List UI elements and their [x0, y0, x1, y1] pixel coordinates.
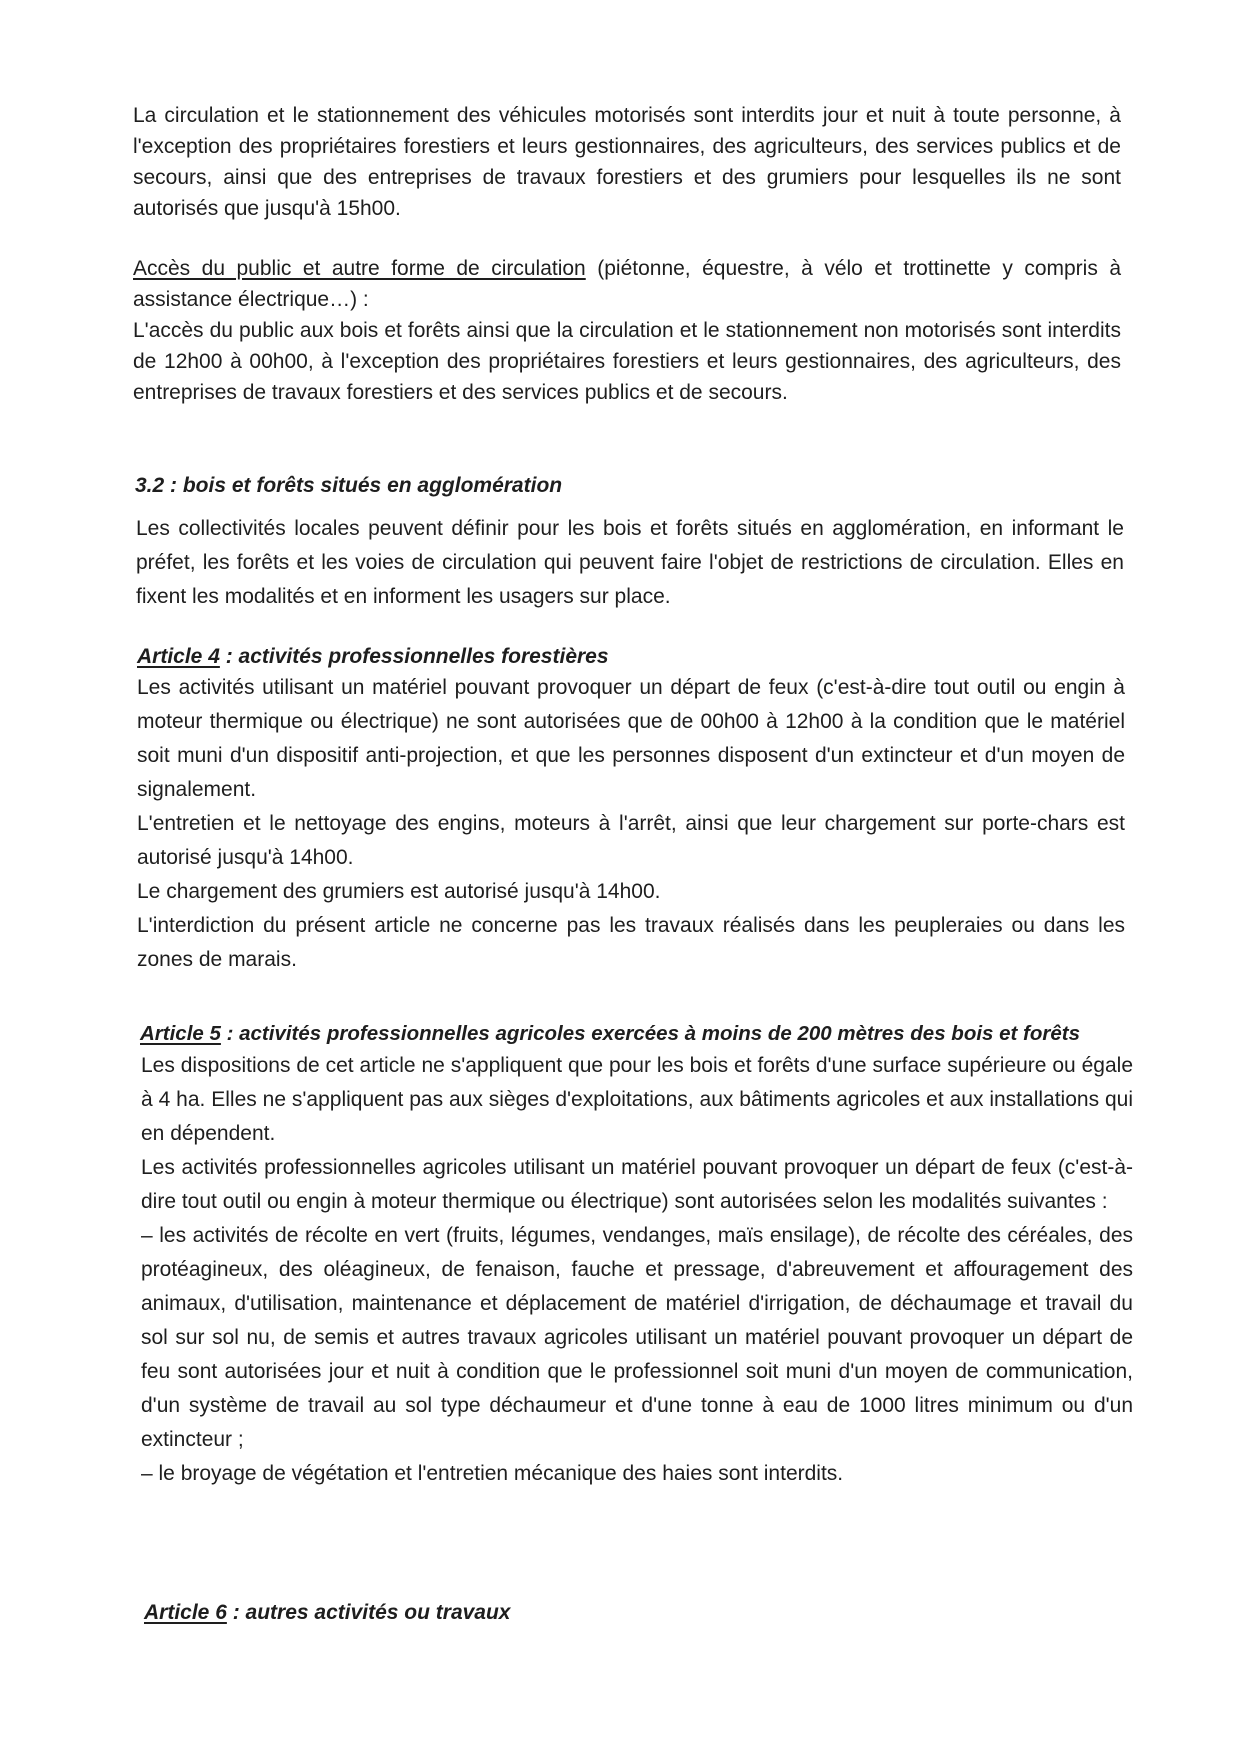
- article-5-label: Article 5: [140, 1022, 221, 1045]
- article-4-title: : activités professionnelles forestières: [219, 645, 609, 668]
- article-5-paragraph: – les activités de récolte en vert (fruits, légumes, vendanges, maïs ensilage), de récolte des céréales, des protéagineux, des oléagineux, de fenaison, fauche et pressage, d'abreuvement et affouragement des animaux, d'utilisation, maintenance et déplacement de matériel d'irrigation, de déchaumage et travail du sol sur sol nu, de semis et autres travaux agricoles utilisant un matériel pouvant provoquer un départ de feu sont autorisées jour et nuit à condition que le professionnel soit muni d'un moyen de communication, d'un système de travail au sol type déchaumeur et d'une tonne à eau de 1000 litres minimum ou d'un extincteur ;: [141, 1224, 1133, 1451]
- intro-paragraph: [133, 100, 1121, 224]
- article-4-body: [137, 671, 1125, 977]
- article-4-paragraph: L'entretien et le nettoyage des engins, moteurs à l'arrêt, ainsi que leur chargement sur porte-chars est autorisé jusqu'à 14h00.: [137, 812, 1125, 869]
- public-access-section: [133, 253, 1121, 408]
- article-6-label: Article 6: [144, 1601, 227, 1624]
- section-3-2-text: Les collectivités locales peuvent définir pour les bois et forêts situés en agglomération, en informant le préfet, les forêts et les voies de circulation qui peuvent faire l'objet de restrictions de circulation. Elles en fixent les modalités et en informent les usagers sur place.: [136, 517, 1124, 608]
- article-5-paragraph: Les dispositions de cet article ne s'appliquent que pour les bois et forêts d'une surface supérieure ou égale à 4 ha. Elles ne s'appliquent pas aux sièges d'exploitations, aux bâtiments agricoles et aux installations qui en dépendent.: [141, 1054, 1133, 1145]
- public-access-label: [133, 253, 1121, 315]
- intro-text: La circulation et le stationnement des véhicules motorisés sont interdits jour et nuit à toute personne, à l'exception des propriétaires forestiers et leurs gestionnaires, des agriculteurs, des services publics et de secours, ainsi que des entreprises de travaux forestiers et des grumiers pour lesquelles ils ne sont autorisés que jusqu'à 15h00.: [133, 104, 1121, 220]
- article-5-heading: [140, 1017, 1080, 1051]
- public-access-underlined-label: Accès du public et autre forme de circulation: [133, 257, 586, 280]
- public-access-body: L'accès du public aux bois et forêts ainsi que la circulation et le stationnement non motorisés sont interdits de 12h00 à 00h00, à l'exception des propriétaires forestiers et leurs gestionnaires, des agriculteurs, des entreprises de travaux forestiers et des services publics et de secours.: [133, 319, 1121, 404]
- article-4-heading: [137, 640, 609, 674]
- article-5-paragraph: – le broyage de végétation et l'entretien mécanique des haies sont interdits.: [141, 1462, 844, 1485]
- article-4-paragraph: L'interdiction du présent article ne concerne pas les travaux réalisés dans les peupleraies ou dans les zones de marais.: [137, 914, 1125, 971]
- article-6-title: : autres activités ou travaux: [226, 1601, 511, 1624]
- article-4-paragraph: Les activités utilisant un matériel pouvant provoquer un départ de feux (c'est-à-dire tout outil ou engin à moteur thermique ou électrique) ne sont autorisées que de 00h00 à 12h00 à la condition que le matériel soit muni d'un dispositif anti-projection, et que les personnes disposent d'un extincteur et d'un moyen de signalement.: [137, 676, 1125, 801]
- article-5-body: [141, 1049, 1133, 1491]
- article-4-label: Article 4: [137, 645, 220, 668]
- public-access-label-suffix: (piétonne, équestre, à vélo et trottinette y compris à assistance électrique…) :: [133, 257, 1121, 311]
- section-3-2-body: [136, 512, 1124, 614]
- article-4-paragraph: Le chargement des grumiers est autorisé jusqu'à 14h00.: [137, 880, 661, 903]
- article-6-heading: [144, 1596, 511, 1630]
- section-3-2-heading: 3.2 : bois et forêts situés en agglomération: [135, 474, 563, 497]
- article-5-title: : activités professionnelles agricoles exercées à moins de 200 mètres des bois et forêts: [220, 1022, 1081, 1045]
- article-5-paragraph: Les activités professionnelles agricoles utilisant un matériel pouvant provoquer un départ de feux (c'est-à-dire tout outil ou engin à moteur thermique ou électrique) sont autorisées selon les modalités suivantes :: [141, 1156, 1133, 1213]
